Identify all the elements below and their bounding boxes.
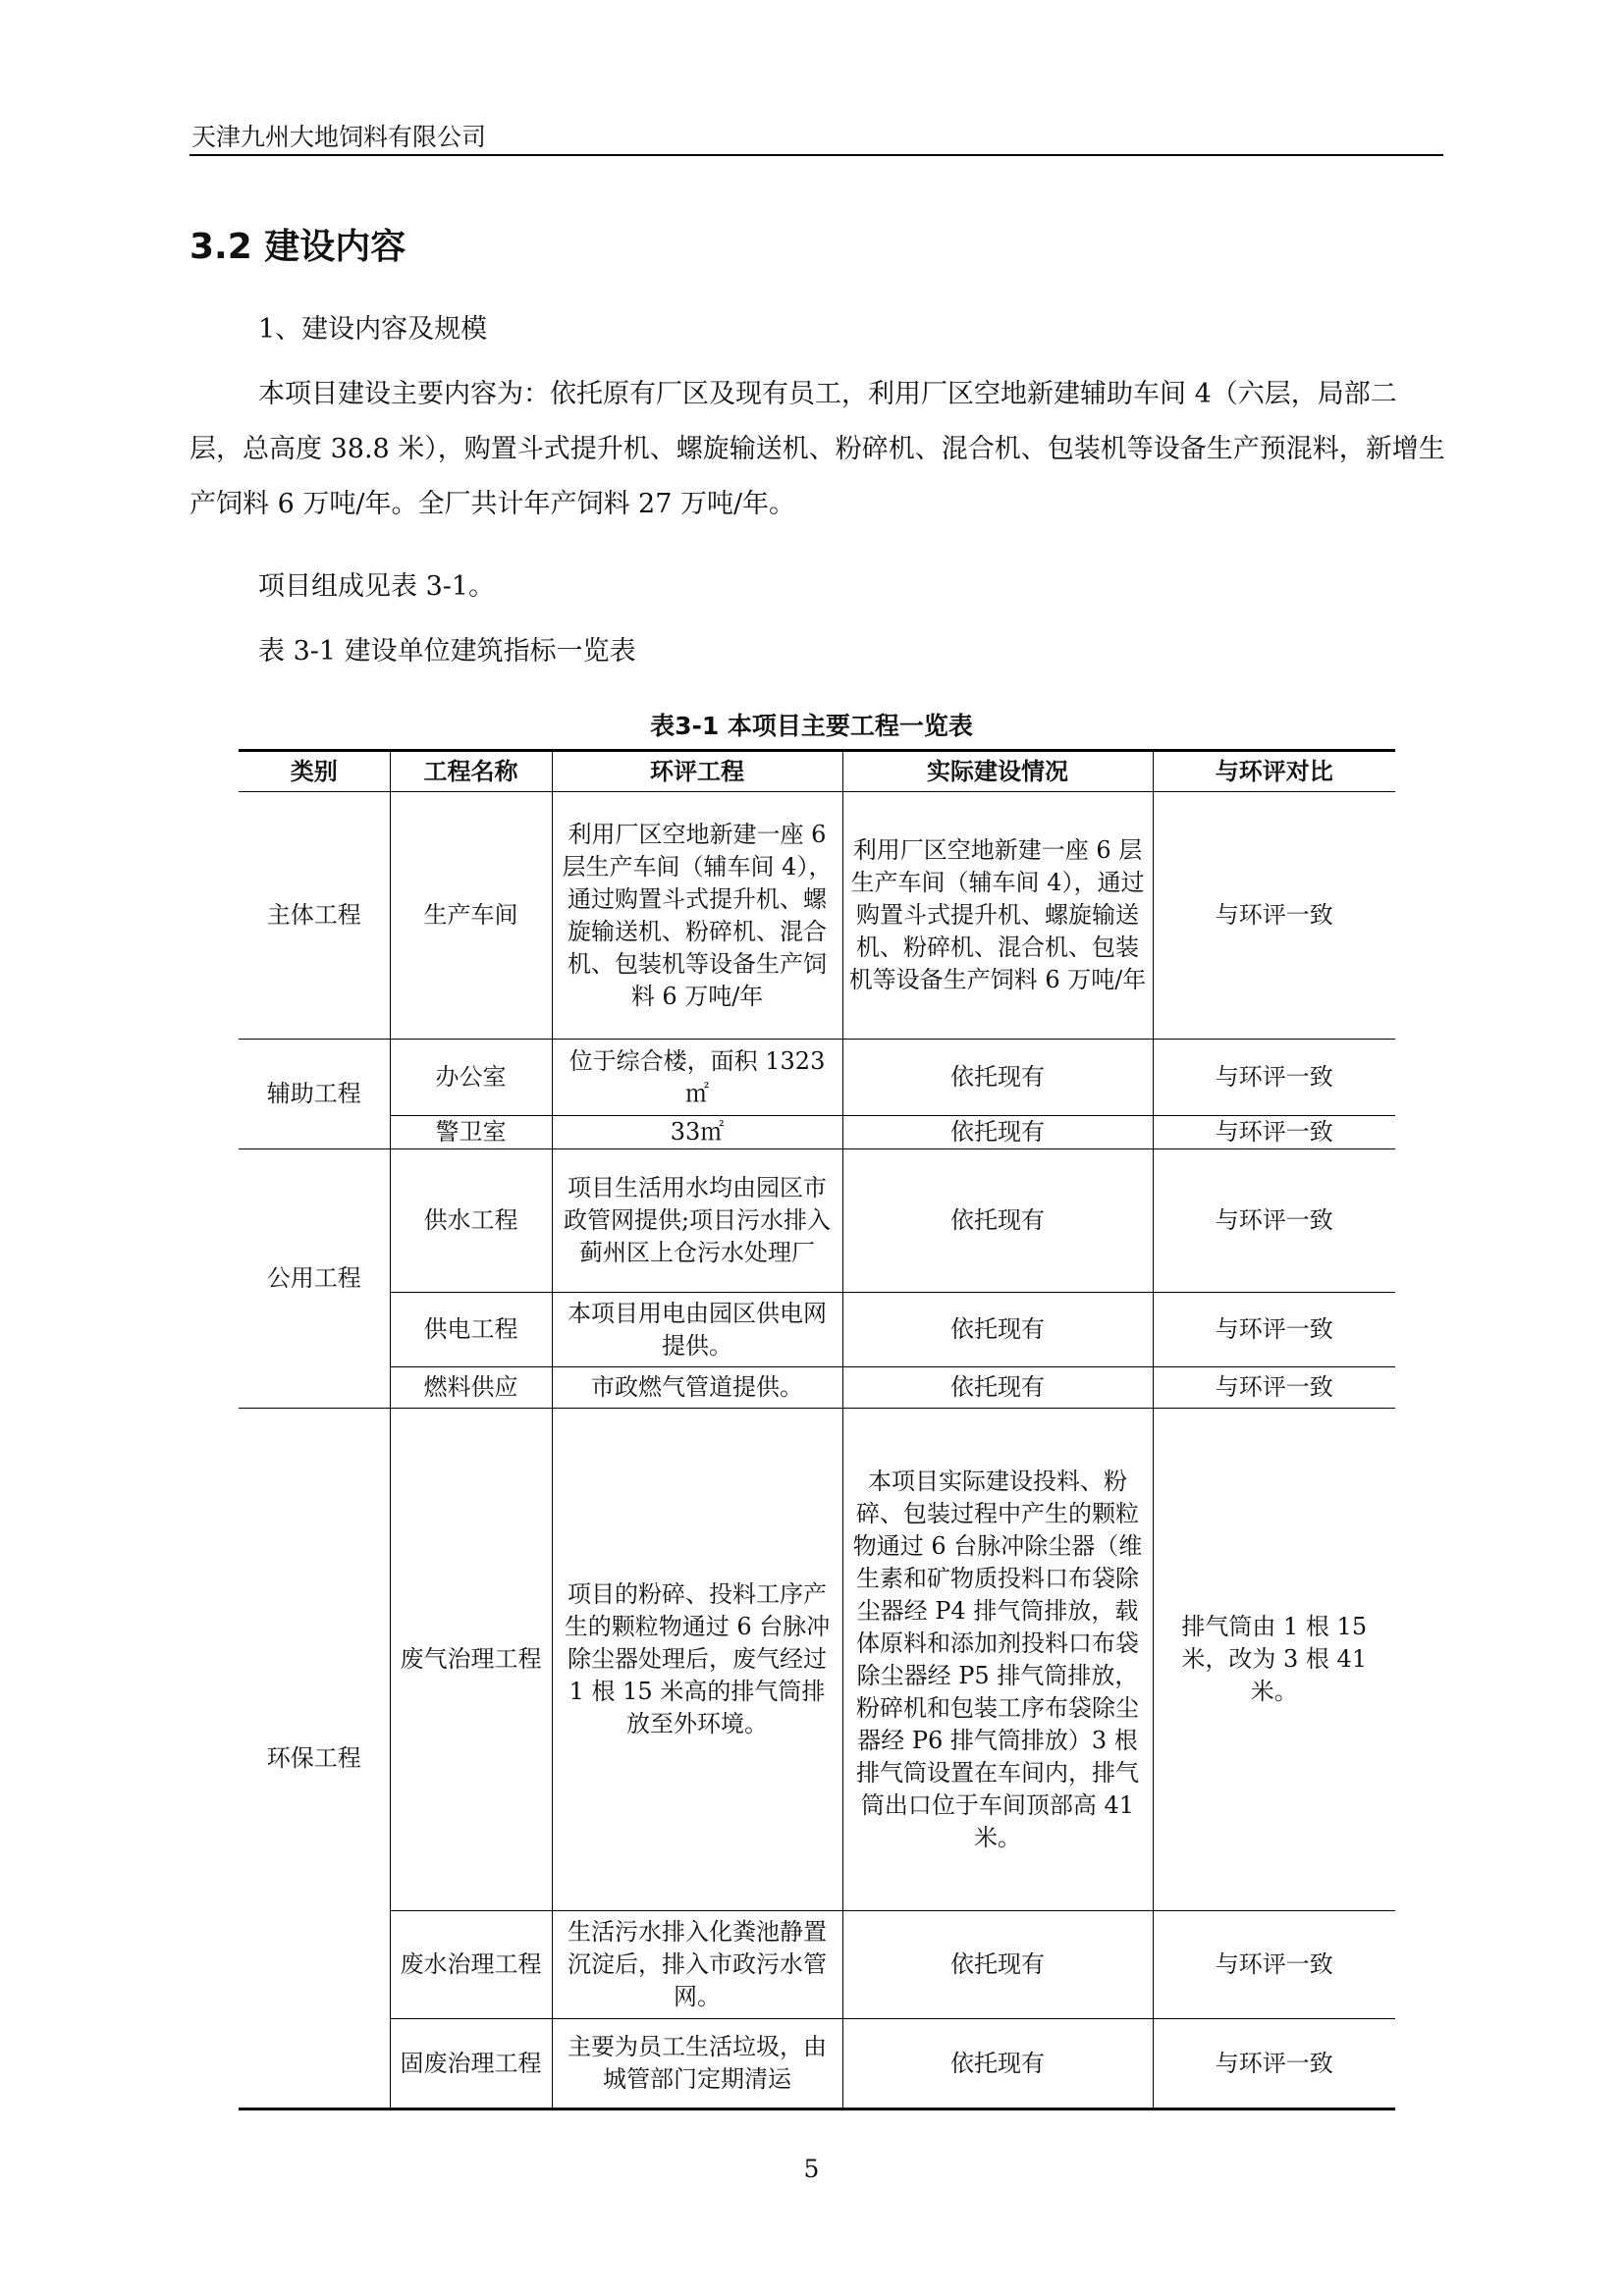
eia-cell: 位于综合楼，面积 1323㎡	[552, 1040, 842, 1116]
header-actual-construction: 实际建设情况	[842, 751, 1153, 792]
project-name-cell: 供水工程	[390, 1149, 552, 1293]
table-row	[239, 792, 1395, 1040]
compare-cell: 与环评一致	[1153, 1116, 1395, 1149]
table-row	[239, 1116, 1395, 1149]
project-name-cell: 办公室	[390, 1040, 552, 1116]
body-paragraph: 本项目建设主要内容为：依托原有厂区及现有员工，利用厂区空地新建辅助车间 4（六层，局部二层，总高度 38.8 米），购置斗式提升机、螺旋输送机、粉碎机、混合机、包装机等设备生产预混料，新增生产饲料 6 万吨/年。全厂共计年产饲料 27 万吨/年。	[189, 379, 1445, 519]
category-cell: 环保工程	[239, 1409, 390, 2109]
header-project-name: 工程名称	[390, 751, 552, 792]
eia-cell: 市政燃气管道提供。	[552, 1367, 842, 1409]
project-table	[239, 749, 1395, 2110]
table-row	[239, 1149, 1395, 1293]
actual-cell: 依托现有	[842, 1367, 1153, 1409]
project-name-cell: 供电工程	[390, 1293, 552, 1367]
table-row	[239, 1367, 1395, 1409]
table-caption: 表3-1 本项目主要工程一览表	[650, 712, 973, 740]
category-cell: 公用工程	[239, 1149, 390, 1409]
company-header: 天津九州大地饲料有限公司	[191, 123, 487, 151]
table-header-row	[239, 751, 1395, 792]
section-title: 3.2 建设内容	[189, 227, 406, 267]
project-name-cell: 生产车间	[390, 792, 552, 1040]
header-eia-project: 环评工程	[552, 751, 842, 792]
category-cell: 辅助工程	[239, 1040, 390, 1149]
project-name-cell: 燃料供应	[390, 1367, 552, 1409]
actual-cell: 依托现有	[842, 1911, 1153, 2019]
actual-cell: 依托现有	[842, 1116, 1153, 1149]
project-name-cell: 废水治理工程	[390, 1911, 552, 2019]
table-row	[239, 1911, 1395, 2019]
table-row	[239, 1293, 1395, 1367]
table-index-line: 表 3-1 建设单位建筑指标一览表	[258, 636, 636, 667]
eia-cell: 生活污水排入化粪池静置沉淀后，排入市政污水管网。	[552, 1911, 842, 2019]
eia-cell: 利用厂区空地新建一座 6 层生产车间（辅车间 4），通过购置斗式提升机、螺旋输送机、粉碎机、混合机、包装机等设备生产饲料 6 万吨/年	[552, 792, 842, 1040]
project-name-cell: 废气治理工程	[390, 1409, 552, 1911]
compare-cell: 排气筒由 1 根 15 米，改为 3 根 41 米。	[1153, 1409, 1395, 1911]
compare-cell: 与环评一致	[1153, 1293, 1395, 1367]
sub-heading: 1、建设内容及规模	[258, 314, 488, 345]
header-category: 类别	[239, 751, 390, 792]
table-row	[239, 1409, 1395, 1911]
project-name-cell: 警卫室	[390, 1116, 552, 1149]
eia-cell: 本项目用电由园区供电网提供。	[552, 1293, 842, 1367]
compare-cell: 与环评一致	[1153, 792, 1395, 1040]
compare-cell: 与环评一致	[1153, 1367, 1395, 1409]
eia-cell: 33㎡	[552, 1116, 842, 1149]
eia-cell: 项目的粉碎、投料工序产生的颗粒物通过 6 台脉冲除尘器处理后，废气经过 1 根 15 米高的排气筒排放至外环境。	[552, 1409, 842, 1911]
category-cell: 主体工程	[239, 792, 390, 1040]
eia-cell: 项目生活用水均由园区市政管网提供;项目污水排入蓟州区上仓污水处理厂	[552, 1149, 842, 1293]
compare-cell: 与环评一致	[1153, 2019, 1395, 2109]
header-rule	[189, 154, 1443, 156]
actual-cell: 依托现有	[842, 1040, 1153, 1116]
project-name-cell: 固废治理工程	[390, 2019, 552, 2109]
compare-cell: 与环评一致	[1153, 1149, 1395, 1293]
actual-cell: 本项目实际建设投料、粉碎、包装过程中产生的颗粒物通过 6 台脉冲除尘器（维生素和矿物质投料口布袋除尘器经 P4 排气筒排放，载体原料和添加剂投料口布袋除尘器经 P5 排气筒排放，粉碎机和包装工序布袋除尘器经 P6 排气筒排放）3 根排气筒设置在车间内，排气筒出口位于车间顶部高 41 米。	[842, 1409, 1153, 1911]
compare-cell: 与环评一致	[1153, 1040, 1395, 1116]
table-row	[239, 2019, 1395, 2109]
actual-cell: 依托现有	[842, 1293, 1153, 1367]
actual-cell: 依托现有	[842, 2019, 1153, 2109]
actual-cell: 利用厂区空地新建一座 6 层生产车间（辅车间 4），通过购置斗式提升机、螺旋输送机、粉碎机、混合机、包装机等设备生产饲料 6 万吨/年	[842, 792, 1153, 1040]
eia-cell: 主要为员工生活垃圾，由城管部门定期清运	[552, 2019, 842, 2109]
table-reference: 项目组成见表 3-1。	[258, 571, 496, 602]
actual-cell: 依托现有	[842, 1149, 1153, 1293]
table-row	[239, 1040, 1395, 1116]
header-comparison: 与环评对比	[1153, 751, 1395, 792]
compare-cell: 与环评一致	[1153, 1911, 1395, 2019]
page-number: 5	[803, 2155, 820, 2183]
